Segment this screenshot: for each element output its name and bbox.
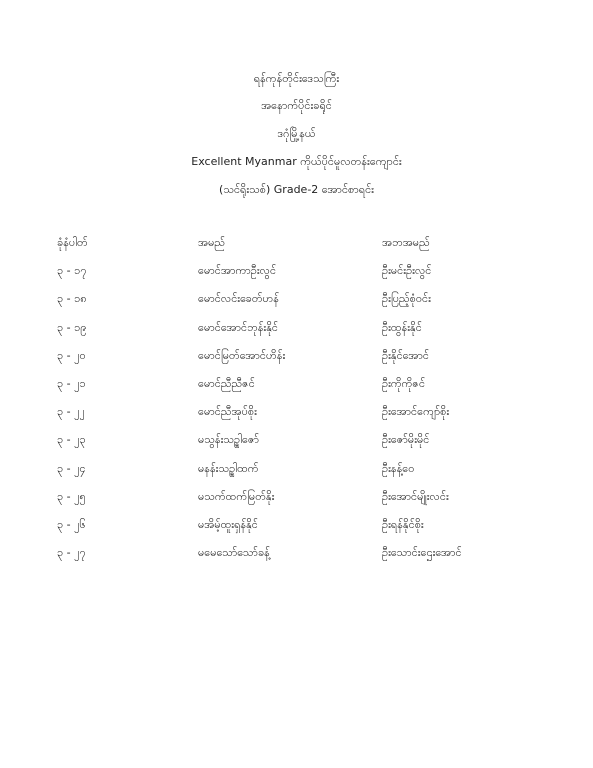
student-name-cell: မောင်လင်းခေတ်ဟန် bbox=[198, 292, 279, 306]
father-name-cell: ဦးထွန်းနိုင် bbox=[382, 320, 422, 334]
father-name-cell: ဦးအောင်ကျော်စိုး bbox=[382, 405, 450, 419]
father-name-cell: ဦးနန့်ဝေ bbox=[382, 461, 415, 475]
table-row bbox=[57, 264, 537, 292]
seat-number-cell: ၃ - ၂၄ bbox=[57, 461, 86, 475]
seat-number-cell: ၃ - ၂၅ bbox=[57, 489, 86, 503]
father-name-cell: ဦးဇော်မိုးမိုင် bbox=[382, 433, 430, 447]
seat-number-cell: ၃ - ၂၃ bbox=[57, 433, 86, 447]
column-header-seat-number: ခုံနံပါတ် bbox=[57, 236, 88, 249]
table-row bbox=[57, 405, 537, 433]
result-list-title: (သင်ရိုးသစ်) Grade-2 အောင်စာရင်း bbox=[219, 183, 374, 196]
father-name-cell: ဦးနိုင်အောင် bbox=[382, 348, 429, 362]
table-row bbox=[57, 546, 537, 574]
father-name-cell: ဦးသောင်းဌေးအောင် bbox=[382, 546, 462, 560]
table-row bbox=[57, 462, 537, 490]
column-header-name: အမည် bbox=[198, 236, 226, 249]
student-name-cell: မသွန်းသဥ္ဓါဇော် bbox=[198, 433, 260, 447]
student-name-cell: မောင်မြတ်အောင်ဟိန်း bbox=[198, 348, 286, 362]
table-row bbox=[57, 292, 537, 320]
table-row bbox=[57, 349, 537, 377]
student-name-cell: မနန်းသဥ္ဓါထက် bbox=[198, 461, 259, 475]
student-name-cell: မသက်ထက်မြတ်နိုး bbox=[198, 489, 275, 503]
student-name-cell: မအိမ့်ထူးရှန်နိုင် bbox=[198, 517, 258, 531]
school-title: Excellent Myanmar ကိုယ်ပိုင်မူလတန်းကျောင်း bbox=[191, 155, 402, 168]
seat-number-cell: ၃ - ၁၉ bbox=[57, 320, 87, 334]
township-title: ဒဂုံမြို့နယ် bbox=[277, 127, 316, 140]
student-name-cell: မောင်ညီညီဇင် bbox=[198, 376, 255, 390]
student-name-cell: မောင်အာကာဦးလွင် bbox=[198, 264, 277, 278]
father-name-cell: ဦးရန်နိုင်စိုး bbox=[382, 517, 424, 531]
father-name-cell: ဦးပြည့်စုံဝင်း bbox=[382, 292, 431, 306]
table-row bbox=[57, 518, 537, 546]
table-row bbox=[57, 490, 537, 518]
seat-number-cell: ၃ - ၂၀ bbox=[57, 348, 86, 362]
column-header-father-name: အဘအမည် bbox=[382, 236, 430, 249]
table-row bbox=[57, 377, 537, 405]
seat-number-cell: ၃ - ၁၈ bbox=[57, 292, 87, 306]
student-name-cell: မောင်ညီအုပ်စိုး bbox=[198, 405, 257, 419]
seat-number-cell: ၃ - ၂၂ bbox=[57, 405, 85, 419]
seat-number-cell: ၃ - ၁၇ bbox=[57, 264, 87, 278]
student-name-cell: မမေသော်သော်ခန့် bbox=[198, 546, 270, 560]
result-table bbox=[57, 236, 537, 574]
seat-number-cell: ၃ - ၂၆ bbox=[57, 517, 86, 531]
father-name-cell: ဦးကိုကိုဇင် bbox=[382, 376, 426, 390]
district-title: အနောက်ပိုင်းခရိုင် bbox=[261, 99, 332, 112]
region-title: ရန်ကုန်တိုင်းဒေသကြီး bbox=[253, 72, 340, 85]
father-name-cell: ဦးမင်းဦးလွင် bbox=[382, 264, 432, 278]
seat-number-cell: ၃ - ၂၁ bbox=[57, 376, 86, 390]
table-header-row bbox=[57, 236, 537, 264]
seat-number-cell: ၃ - ၂၇ bbox=[57, 546, 86, 560]
student-name-cell: မောင်အောင်ဘုန်းနိုင် bbox=[198, 320, 279, 334]
father-name-cell: ဦးအောင်မျိုးလင်း bbox=[382, 489, 449, 503]
table-row bbox=[57, 321, 537, 349]
table-row bbox=[57, 433, 537, 461]
